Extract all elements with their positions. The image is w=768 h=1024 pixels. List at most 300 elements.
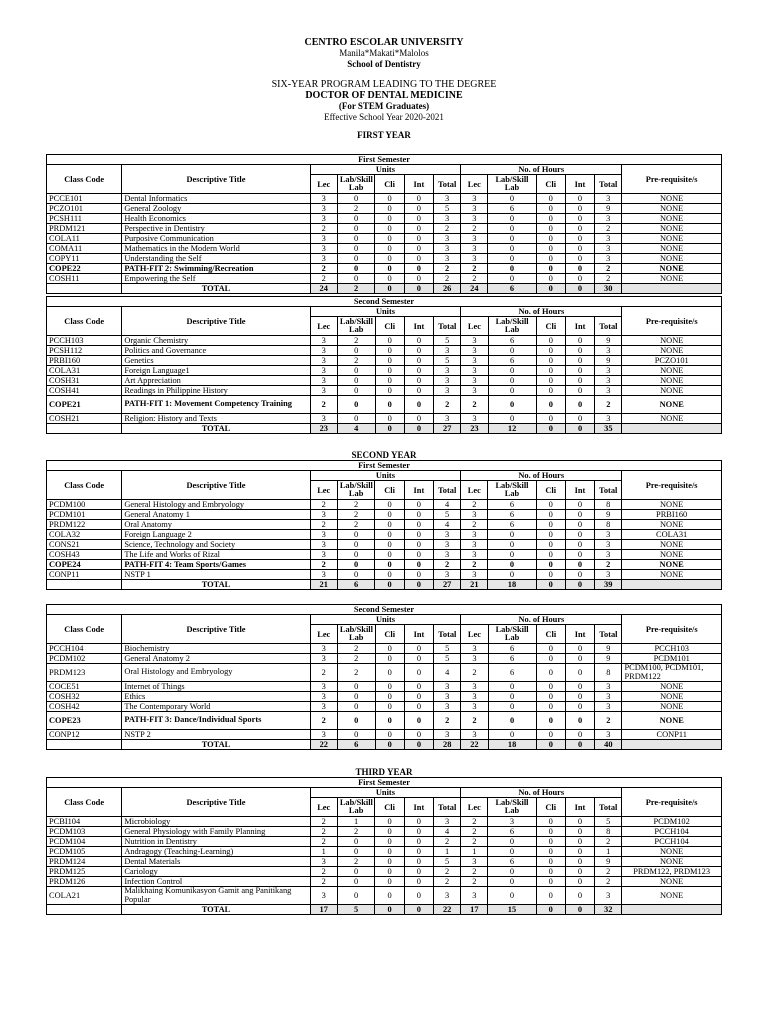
hours-value: 0	[565, 540, 594, 550]
units-value: 3	[310, 530, 337, 540]
units-value: 1	[434, 847, 461, 857]
hours-value: 3	[461, 366, 488, 376]
hours-value: 3	[461, 336, 488, 346]
course-row	[47, 692, 722, 702]
col-total: Total	[434, 625, 461, 644]
hours-value: 0	[565, 376, 594, 386]
units-value: 0	[337, 346, 375, 356]
units-value: 0	[375, 500, 404, 510]
units-value: 0	[375, 540, 404, 550]
course-title: Art Appreciation	[122, 376, 310, 386]
course-title: Science, Technology and Society	[122, 540, 310, 550]
hours-value: 0	[488, 234, 536, 244]
units-value: 2	[337, 857, 375, 867]
units-value: 0	[404, 396, 433, 414]
hours-value: 6	[488, 644, 536, 654]
hours-value: 2	[461, 712, 488, 730]
hours-value: 9	[595, 857, 622, 867]
col-total: Total	[434, 317, 461, 336]
course-row	[47, 510, 722, 520]
units-value: 0	[375, 214, 404, 224]
total-spacer	[47, 284, 122, 294]
prerequisite: NONE	[622, 857, 722, 867]
hours-value: 9	[595, 644, 622, 654]
prerequisite: NONE	[622, 877, 722, 887]
units-value: 0	[404, 712, 433, 730]
prerequisite: NONE	[622, 692, 722, 702]
hours-value: 0	[565, 570, 594, 580]
units-value: 4	[434, 827, 461, 837]
col-total: Total	[434, 175, 461, 194]
units-value: 0	[375, 644, 404, 654]
units-value: 2	[310, 560, 337, 570]
hours-value: 6	[488, 204, 536, 214]
units-value: 0	[337, 570, 375, 580]
units-total: 0	[404, 284, 433, 294]
course-row	[47, 877, 722, 887]
col-int: Int	[404, 625, 433, 644]
prerequisite: NONE	[622, 366, 722, 376]
course-code: COLA31	[47, 366, 122, 376]
hours-value: 0	[565, 530, 594, 540]
course-title: General Zoology	[122, 204, 310, 214]
hours-value: 8	[595, 520, 622, 530]
total-spacer	[47, 424, 122, 434]
course-row	[47, 396, 722, 414]
units-value: 0	[404, 867, 433, 877]
hours-total: 0	[536, 905, 565, 915]
hours-value: 0	[565, 224, 594, 234]
hours-value: 0	[536, 224, 565, 234]
col-int: Int	[404, 798, 433, 817]
hours-value: 0	[536, 817, 565, 827]
hours-value: 3	[461, 644, 488, 654]
units-value: 0	[337, 194, 375, 204]
hours-total: 21	[461, 580, 488, 590]
units-value: 0	[337, 224, 375, 234]
units-value: 0	[375, 204, 404, 214]
semester-label: Second Semester	[47, 297, 722, 307]
total-label: TOTAL	[122, 424, 310, 434]
prerequisite: NONE	[622, 274, 722, 284]
hours-total: 39	[595, 580, 622, 590]
hours-value: 3	[461, 692, 488, 702]
units-value: 2	[310, 520, 337, 530]
hours-value: 3	[595, 194, 622, 204]
units-value: 0	[404, 654, 433, 664]
hours-value: 3	[595, 414, 622, 424]
hours-value: 0	[536, 540, 565, 550]
hours-value: 0	[565, 560, 594, 570]
hours-total: 0	[565, 740, 594, 750]
hours-value: 0	[536, 530, 565, 540]
units-value: 0	[337, 560, 375, 570]
total-row	[47, 424, 722, 434]
units-value: 5	[434, 356, 461, 366]
hours-total: 12	[488, 424, 536, 434]
hours-value: 0	[488, 837, 536, 847]
hours-value: 0	[536, 887, 565, 905]
units-value: 1	[310, 847, 337, 857]
hours-value: 0	[488, 224, 536, 234]
hours-value: 2	[461, 396, 488, 414]
prerequisite: PCCH103	[622, 644, 722, 654]
course-row	[47, 560, 722, 570]
course-code: COSH32	[47, 692, 122, 702]
col-lec: Lec	[310, 481, 337, 500]
hours-value: 0	[536, 244, 565, 254]
units-total: 0	[404, 424, 433, 434]
units-value: 3	[434, 692, 461, 702]
units-value: 0	[337, 396, 375, 414]
course-row	[47, 867, 722, 877]
prerequisite: PRBI160	[622, 510, 722, 520]
hours-total: 18	[488, 580, 536, 590]
units-value: 0	[337, 540, 375, 550]
course-row	[47, 366, 722, 376]
col-hours: No. of Hours	[461, 615, 622, 625]
units-total: 21	[310, 580, 337, 590]
hours-value: 2	[595, 712, 622, 730]
prerequisite: NONE	[622, 570, 722, 580]
units-value: 0	[375, 386, 404, 396]
units-value: 3	[434, 254, 461, 264]
units-value: 0	[375, 702, 404, 712]
units-value: 0	[375, 366, 404, 376]
semester-table	[46, 777, 722, 915]
prerequisite: NONE	[622, 244, 722, 254]
col-units: Units	[310, 165, 461, 175]
prerequisite: NONE	[622, 847, 722, 857]
course-title: General Histology and Embryology	[122, 500, 310, 510]
units-value: 3	[310, 550, 337, 560]
col-total: Total	[595, 317, 622, 336]
units-total: 0	[375, 424, 404, 434]
units-value: 0	[404, 730, 433, 740]
units-total: 22	[310, 740, 337, 750]
hours-value: 9	[595, 356, 622, 366]
col-prerequisites: Pre-requisite/s	[622, 307, 722, 336]
course-code: COLA32	[47, 530, 122, 540]
units-value: 5	[434, 654, 461, 664]
course-row	[47, 857, 722, 867]
col-cli: Cli	[536, 625, 565, 644]
year-heading: FIRST YEAR	[357, 130, 411, 140]
hours-value: 0	[488, 194, 536, 204]
units-value: 0	[404, 244, 433, 254]
course-title: Microbiology	[122, 817, 310, 827]
col-units: Units	[310, 471, 461, 481]
hours-value: 0	[565, 194, 594, 204]
hours-value: 0	[488, 570, 536, 580]
course-code: COPE21	[47, 396, 122, 414]
hours-value: 0	[536, 570, 565, 580]
units-value: 0	[404, 692, 433, 702]
hours-value: 0	[536, 702, 565, 712]
course-row	[47, 847, 722, 857]
prerequisite-total-blank	[622, 424, 722, 434]
hours-value: 0	[536, 234, 565, 244]
hours-value: 3	[595, 244, 622, 254]
hours-value: 0	[565, 702, 594, 712]
units-total: 6	[337, 740, 375, 750]
hours-value: 3	[595, 702, 622, 712]
units-value: 0	[404, 827, 433, 837]
prerequisite-total-blank	[622, 580, 722, 590]
units-value: 0	[404, 857, 433, 867]
hours-value: 0	[536, 877, 565, 887]
prerequisite: PCDM102	[622, 817, 722, 827]
units-value: 0	[375, 682, 404, 692]
semester-table	[46, 154, 722, 294]
units-value: 2	[337, 644, 375, 654]
hours-value: 0	[488, 254, 536, 264]
units-value: 0	[404, 264, 433, 274]
units-value: 0	[337, 837, 375, 847]
hours-value: 2	[595, 396, 622, 414]
units-value: 0	[337, 376, 375, 386]
hours-value: 0	[536, 827, 565, 837]
units-value: 0	[404, 376, 433, 386]
hours-value: 3	[461, 346, 488, 356]
col-int: Int	[565, 317, 594, 336]
units-value: 2	[310, 224, 337, 234]
hours-value: 0	[536, 654, 565, 664]
units-value: 0	[404, 386, 433, 396]
col-units: Units	[310, 788, 461, 798]
hours-value: 0	[536, 730, 565, 740]
col-total: Total	[434, 481, 461, 500]
course-title: Organic Chemistry	[122, 336, 310, 346]
units-value: 0	[404, 346, 433, 356]
units-value: 3	[310, 857, 337, 867]
hours-value: 0	[536, 560, 565, 570]
course-title: Cariology	[122, 867, 310, 877]
units-value: 2	[434, 712, 461, 730]
units-value: 0	[404, 560, 433, 570]
hours-total: 6	[488, 284, 536, 294]
units-total: 24	[310, 284, 337, 294]
semester-table	[46, 460, 722, 590]
hours-value: 2	[461, 500, 488, 510]
units-value: 3	[310, 234, 337, 244]
hours-value: 3	[461, 682, 488, 692]
col-cli: Cli	[375, 317, 404, 336]
hours-value: 0	[488, 530, 536, 540]
hours-value: 6	[488, 500, 536, 510]
hours-value: 0	[488, 366, 536, 376]
hours-value: 0	[488, 396, 536, 414]
hours-value: 3	[461, 254, 488, 264]
hours-value: 2	[461, 224, 488, 234]
hours-value: 3	[461, 214, 488, 224]
prerequisite: NONE	[622, 682, 722, 692]
units-value: 3	[434, 730, 461, 740]
units-value: 2	[434, 867, 461, 877]
course-row	[47, 530, 722, 540]
total-spacer	[47, 740, 122, 750]
hours-value: 0	[565, 386, 594, 396]
prerequisite: NONE	[622, 336, 722, 346]
hours-value: 0	[488, 702, 536, 712]
prerequisite: NONE	[622, 550, 722, 560]
semester-table	[46, 296, 722, 434]
hours-value: 0	[565, 712, 594, 730]
units-value: 4	[434, 664, 461, 682]
hours-value: 0	[536, 664, 565, 682]
hours-value: 6	[488, 520, 536, 530]
prerequisite-total-blank	[622, 740, 722, 750]
units-value: 2	[310, 712, 337, 730]
units-value: 0	[337, 386, 375, 396]
col-total: Total	[595, 481, 622, 500]
units-value: 0	[404, 336, 433, 346]
col-int: Int	[565, 481, 594, 500]
units-value: 0	[404, 254, 433, 264]
course-title: Oral Histology and Embryology	[122, 664, 310, 682]
units-value: 2	[337, 654, 375, 664]
hours-total: 15	[488, 905, 536, 915]
hours-value: 3	[461, 194, 488, 204]
hours-value: 0	[565, 204, 594, 214]
col-lab: Lab/Skill Lab	[488, 317, 536, 336]
units-value: 2	[434, 396, 461, 414]
hours-value: 6	[488, 654, 536, 664]
units-value: 3	[434, 570, 461, 580]
prerequisite: NONE	[622, 414, 722, 424]
course-row	[47, 264, 722, 274]
units-value: 0	[375, 356, 404, 366]
units-value: 3	[310, 414, 337, 424]
hours-value: 0	[565, 500, 594, 510]
course-row	[47, 682, 722, 692]
units-value: 0	[375, 712, 404, 730]
hours-value: 9	[595, 204, 622, 214]
units-value: 0	[375, 560, 404, 570]
hours-value: 3	[595, 214, 622, 224]
hours-total: 35	[595, 424, 622, 434]
hours-value: 1	[461, 847, 488, 857]
hours-value: 3	[461, 356, 488, 366]
units-value: 2	[337, 510, 375, 520]
course-row	[47, 356, 722, 366]
hours-value: 0	[565, 847, 594, 857]
hours-value: 3	[595, 376, 622, 386]
units-value: 0	[375, 376, 404, 386]
course-code: COSH31	[47, 376, 122, 386]
prerequisite: NONE	[622, 254, 722, 264]
hours-value: 0	[565, 692, 594, 702]
course-row	[47, 336, 722, 346]
col-total: Total	[595, 798, 622, 817]
course-row	[47, 274, 722, 284]
course-title: Oral Anatomy	[122, 520, 310, 530]
hours-value: 2	[461, 520, 488, 530]
hours-total: 0	[565, 905, 594, 915]
prerequisite: NONE	[622, 224, 722, 234]
course-row	[47, 520, 722, 530]
hours-value: 0	[488, 847, 536, 857]
col-hours: No. of Hours	[461, 788, 622, 798]
col-descriptive-title: Descriptive Title	[122, 788, 310, 817]
units-value: 3	[434, 887, 461, 905]
course-code: PCSH112	[47, 346, 122, 356]
hours-value: 0	[565, 346, 594, 356]
hours-value: 0	[565, 682, 594, 692]
col-lab: Lab/Skill Lab	[337, 625, 375, 644]
course-title: Perspective in Dentistry	[122, 224, 310, 234]
hours-value: 2	[595, 264, 622, 274]
units-value: 0	[375, 336, 404, 346]
hours-value: 3	[595, 692, 622, 702]
course-title: Foreign Language1	[122, 366, 310, 376]
course-code: CONS21	[47, 540, 122, 550]
units-value: 0	[404, 520, 433, 530]
course-code: COMA11	[47, 244, 122, 254]
course-code: PCZO101	[47, 204, 122, 214]
hours-value: 2	[461, 560, 488, 570]
units-value: 3	[434, 386, 461, 396]
hours-value: 0	[565, 887, 594, 905]
hours-value: 0	[536, 550, 565, 560]
units-total: 0	[375, 284, 404, 294]
units-value: 0	[375, 847, 404, 857]
course-code: COSH41	[47, 386, 122, 396]
col-lec: Lec	[310, 625, 337, 644]
hours-value: 0	[536, 692, 565, 702]
hours-value: 0	[565, 827, 594, 837]
hours-value: 0	[565, 510, 594, 520]
prerequisite: PCCH104	[622, 827, 722, 837]
col-lec: Lec	[310, 798, 337, 817]
units-total: 5	[337, 905, 375, 915]
col-lec: Lec	[461, 175, 488, 194]
hours-value: 8	[595, 500, 622, 510]
target-students: (For STEM Graduates)	[338, 101, 430, 111]
hours-value: 0	[536, 264, 565, 274]
hours-value: 0	[565, 877, 594, 887]
units-value: 0	[337, 702, 375, 712]
hours-value: 0	[565, 817, 594, 827]
units-value: 0	[375, 837, 404, 847]
units-value: 0	[404, 540, 433, 550]
hours-total: 0	[536, 424, 565, 434]
hours-total: 0	[536, 284, 565, 294]
total-label: TOTAL	[122, 740, 310, 750]
course-row	[47, 730, 722, 740]
units-value: 3	[310, 244, 337, 254]
hours-value: 2	[461, 664, 488, 682]
hours-value: 0	[488, 414, 536, 424]
hours-value: 2	[461, 837, 488, 847]
prerequisite-total-blank	[622, 905, 722, 915]
total-label: TOTAL	[122, 905, 310, 915]
course-title: Foreign Language 2	[122, 530, 310, 540]
prerequisite: NONE	[622, 214, 722, 224]
units-value: 0	[404, 664, 433, 682]
units-value: 0	[337, 682, 375, 692]
course-row	[47, 386, 722, 396]
units-value: 0	[337, 847, 375, 857]
hours-value: 0	[536, 867, 565, 877]
course-title: Readings in Philippine History	[122, 386, 310, 396]
course-code: COLA11	[47, 234, 122, 244]
hours-value: 0	[565, 336, 594, 346]
units-value: 0	[375, 224, 404, 234]
hours-value: 0	[565, 244, 594, 254]
hours-value: 2	[461, 264, 488, 274]
col-hours: No. of Hours	[461, 471, 622, 481]
